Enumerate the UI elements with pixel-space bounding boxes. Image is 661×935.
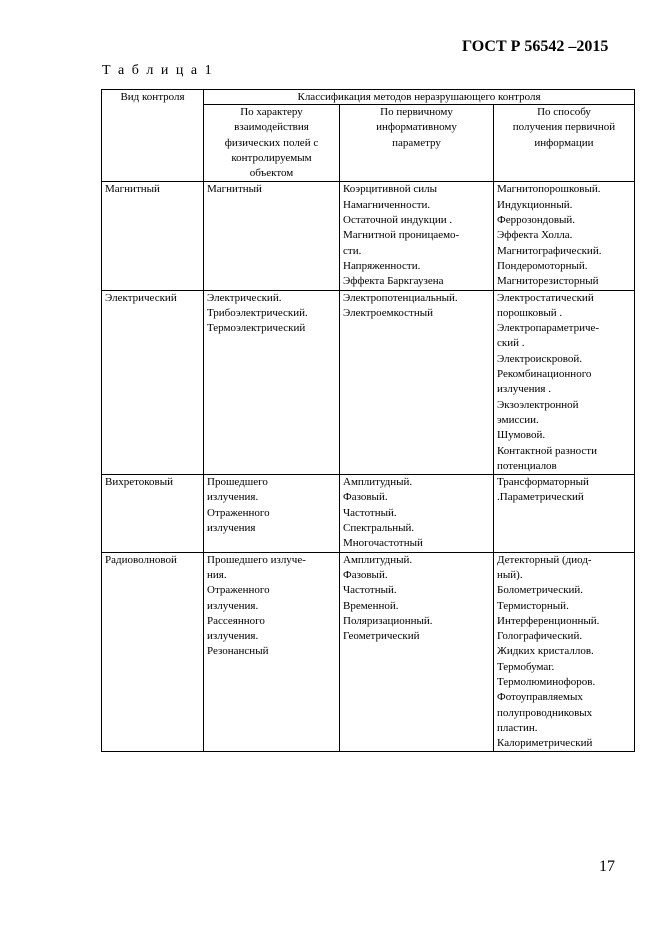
cell-method [494, 290, 635, 475]
cell-line: Фазовый. [343, 568, 388, 581]
cell-line: Эффекта Холла. [497, 229, 573, 242]
cell-line: Трибоэлектрический. [207, 306, 308, 319]
cell-line: Фотоуправляемых [497, 691, 583, 704]
cell-line: Прошедшего [207, 476, 268, 489]
cell-line: Напряженности. [343, 259, 421, 272]
cell-line: ский . [497, 337, 525, 350]
cell-line: Частотный. [343, 584, 397, 597]
cell-line: Магнитографический. [497, 244, 602, 257]
cell-line: пластин. [497, 721, 538, 734]
cell-line: Поляризационный. [343, 614, 433, 627]
cell-line: Амплитудный. [343, 553, 413, 566]
cell-interaction [204, 475, 340, 552]
cell-line: Термобумаг. [497, 660, 555, 673]
table-row-eddy-current [102, 475, 635, 552]
cell-line: излучения [207, 522, 256, 535]
cell-parameter [340, 182, 494, 290]
cell-line: излучения. [207, 599, 259, 612]
cell-line: Интерференционный. [497, 614, 600, 627]
cell-line: ния. [207, 568, 227, 581]
cell-line: Голографический. [497, 630, 583, 643]
cell-line: Термоэлектрический [207, 322, 306, 335]
cell-control-type: Радиоволновой [102, 552, 204, 752]
classification-table [101, 89, 635, 752]
cell-line: Магниторезисторный [497, 275, 599, 288]
cell-line: Остаточной индукции . [343, 214, 453, 227]
subheader-parameter [340, 105, 494, 182]
cell-line: излучения. [207, 630, 259, 643]
cell-line: Отраженного [207, 584, 270, 597]
cell-method [494, 552, 635, 752]
table-header-row [102, 90, 635, 105]
cell-line: сти. [343, 244, 362, 257]
cell-line: эмиссии. [497, 413, 539, 426]
cell-line: Рассеянного [207, 614, 265, 627]
cell-line: Калориметрический [497, 737, 593, 750]
cell-line: информативному [376, 121, 457, 134]
cell-control-type: Электрический [102, 290, 204, 475]
cell-line: получения первичной [512, 121, 616, 134]
cell-line: Трансформаторный [497, 476, 589, 489]
subheader-method [494, 105, 635, 182]
cell-interaction [204, 182, 340, 290]
cell-line: Жидких кристаллов. [497, 645, 594, 658]
cell-line: Термолюминофоров. [497, 675, 596, 688]
cell-line: Магнитный [207, 183, 262, 196]
cell-line: объектом [249, 167, 294, 180]
cell-line: Электропараметриче- [497, 322, 600, 335]
cell-line: По характеру [240, 106, 303, 118]
cell-line: информации [534, 136, 594, 149]
cell-line: Электроемкостный [343, 306, 434, 319]
cell-line: полупроводниковых [497, 706, 593, 719]
cell-line: Отраженного [207, 506, 270, 519]
cell-parameter [340, 290, 494, 475]
cell-method [494, 475, 635, 552]
table-row-magnetic [102, 182, 635, 290]
cell-line: Многочастотный [343, 537, 423, 550]
cell-line: контролируемым [231, 151, 312, 164]
cell-line: взаимодействия [234, 121, 309, 134]
cell-line: Резонансный [207, 645, 269, 658]
cell-control-type: Вихретоковый [102, 475, 204, 552]
cell-line: Электроискровой. [497, 352, 582, 365]
cell-method [494, 182, 635, 290]
cell-line: По способу [537, 106, 591, 118]
group-header-classification: Классификация методов неразрушающего контроля [204, 90, 635, 105]
cell-interaction [204, 290, 340, 475]
cell-line: По первичному [380, 106, 453, 118]
cell-line: .Параметрический [497, 491, 584, 504]
cell-line: Феррозондовый. [497, 214, 576, 227]
cell-line: Магнитной проницаемо- [343, 229, 460, 242]
cell-line: Контактной разности [497, 444, 597, 457]
document-code: ГОСТ Р 56542 –2015 [462, 38, 609, 55]
cell-line: Коэрцитивной силы [343, 183, 437, 196]
table-row-radio-wave [102, 552, 635, 752]
subheader-interaction [204, 105, 340, 182]
cell-line: ный). [497, 568, 523, 581]
cell-line: Болометрический. [497, 584, 584, 597]
cell-parameter [340, 475, 494, 552]
table-caption: Т а б л и ц а 1 [102, 63, 214, 78]
page-number: 17 [599, 858, 615, 875]
cell-line: параметру [392, 136, 441, 149]
cell-line: излучения. [207, 491, 259, 504]
cell-line: Рекомбинационного [497, 368, 592, 381]
cell-line: Эффекта Баркгаузена [343, 275, 444, 288]
cell-line: порошковый . [497, 306, 563, 319]
cell-line: Спектральный. [343, 522, 415, 535]
table-row-electric [102, 290, 635, 475]
cell-line: Детекторный (диод- [497, 553, 592, 566]
cell-line: Магнитопорошковый. [497, 183, 601, 196]
cell-line: Электростатический [497, 291, 594, 304]
cell-line: Термисторный. [497, 599, 569, 612]
cell-line: Электрический. [207, 291, 282, 304]
cell-line: Геометрический [343, 630, 420, 643]
cell-line: Частотный. [343, 506, 397, 519]
cell-line: излучения . [497, 383, 551, 396]
cell-line: Пондеромоторный. [497, 259, 588, 272]
cell-line: Фазовый. [343, 491, 388, 504]
cell-line: Временной. [343, 599, 399, 612]
col-header-control-type: Вид контроля [102, 90, 204, 182]
cell-line: Экзоэлектронной [497, 398, 579, 411]
cell-line: Индукционный. [497, 198, 573, 211]
cell-line: Прошедшего излуче- [207, 553, 306, 566]
cell-line: Электропотенциальный. [343, 291, 458, 304]
cell-line: потенциалов [497, 459, 557, 472]
cell-line: физических полей с [224, 136, 319, 149]
cell-parameter [340, 552, 494, 752]
cell-line: Намагниченности. [343, 198, 431, 211]
cell-control-type: Магнитный [102, 182, 204, 290]
cell-line: Амплитудный. [343, 476, 413, 489]
cell-line: Шумовой. [497, 429, 546, 442]
cell-interaction [204, 552, 340, 752]
